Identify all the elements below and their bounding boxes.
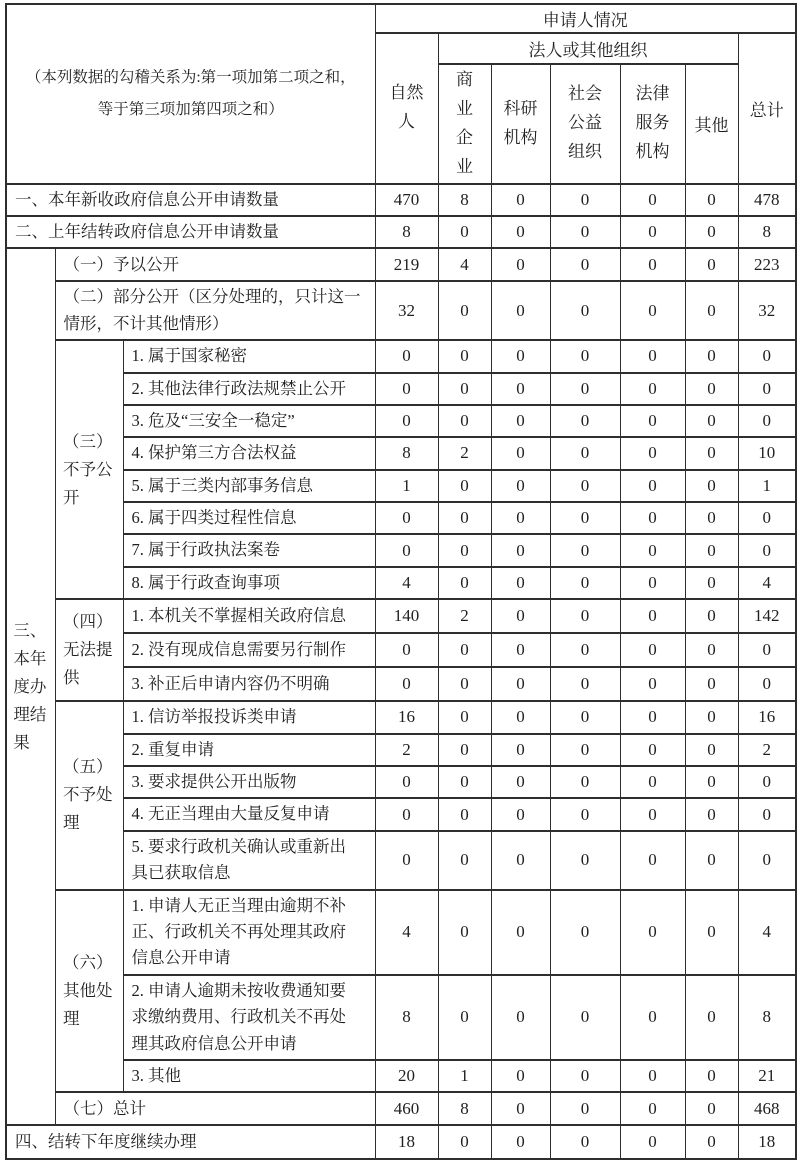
value-cell: 0 (375, 405, 438, 437)
col-header-commercial-enterprise: 商业企业 (438, 64, 491, 184)
value-cell: 0 (620, 470, 685, 502)
value-cell: 0 (550, 734, 620, 766)
col-group-applicant: 申请人情况 (375, 4, 796, 33)
value-cell: 0 (375, 534, 438, 566)
value-cell: 0 (620, 599, 685, 633)
row-label-otherh-1: 1. 申请人无正当理由逾期不补正、行政机关不再处理其政府信息公开申请 (123, 890, 375, 975)
value-cell: 0 (620, 373, 685, 405)
value-cell: 0 (438, 216, 491, 248)
value-cell: 0 (491, 534, 550, 566)
value-cell: 0 (550, 667, 620, 701)
value-cell: 0 (620, 1125, 685, 1159)
value-cell: 0 (620, 975, 685, 1060)
value-cell: 0 (550, 798, 620, 830)
value-cell: 0 (438, 890, 491, 975)
row-label-denied-4: 4. 保护第三方合法权益 (123, 437, 375, 469)
value-cell: 0 (685, 766, 738, 798)
value-cell: 0 (491, 470, 550, 502)
row-label-notproc-3: 3. 要求提供公开出版物 (123, 766, 375, 798)
value-cell: 16 (375, 701, 438, 733)
value-cell: 0 (620, 281, 685, 340)
table-row (6, 766, 796, 798)
col-header-social-org: 社会公益组织 (550, 64, 620, 184)
col-header-total: 总计 (738, 33, 796, 184)
col-header-legal-service: 法律服务机构 (620, 64, 685, 184)
value-cell: 0 (375, 502, 438, 534)
value-cell: 0 (491, 248, 550, 281)
value-cell: 8 (375, 975, 438, 1060)
table-row (6, 184, 796, 216)
value-cell: 0 (491, 798, 550, 830)
value-cell: 0 (491, 373, 550, 405)
value-cell: 2 (738, 734, 796, 766)
value-cell: 0 (550, 890, 620, 975)
table-row (6, 667, 796, 701)
value-cell: 8 (375, 437, 438, 469)
value-cell: 0 (685, 281, 738, 340)
table-row (6, 831, 796, 890)
table-row (6, 248, 796, 281)
table-row (6, 502, 796, 534)
subsection-label-other-handling: （六）其他处理 (55, 890, 123, 1093)
table-row (6, 1125, 796, 1159)
table-row (6, 340, 796, 372)
value-cell: 1 (438, 1060, 491, 1092)
value-cell: 0 (550, 975, 620, 1060)
value-cell: 0 (491, 281, 550, 340)
col-header-research-institution: 科研机构 (491, 64, 550, 184)
value-cell: 0 (738, 766, 796, 798)
row-label-denied-5: 5. 属于三类内部事务信息 (123, 470, 375, 502)
value-cell: 32 (738, 281, 796, 340)
value-cell: 21 (738, 1060, 796, 1092)
value-cell: 0 (685, 1125, 738, 1159)
value-cell: 8 (738, 975, 796, 1060)
row-label-denied-7: 7. 属于行政执法案卷 (123, 534, 375, 566)
value-cell: 470 (375, 184, 438, 216)
value-cell: 0 (685, 890, 738, 975)
value-cell: 0 (438, 373, 491, 405)
value-cell: 0 (620, 184, 685, 216)
value-cell: 0 (438, 831, 491, 890)
value-cell: 0 (491, 1125, 550, 1159)
value-cell: 1 (375, 470, 438, 502)
value-cell: 0 (491, 405, 550, 437)
value-cell: 0 (491, 184, 550, 216)
value-cell: 142 (738, 599, 796, 633)
value-cell: 0 (685, 701, 738, 733)
value-cell: 4 (375, 567, 438, 599)
col-group-legal-org: 法人或其他组织 (438, 33, 738, 64)
value-cell: 0 (375, 766, 438, 798)
row-label-notproc-1: 1. 信访举报投诉类申请 (123, 701, 375, 733)
table-row (6, 470, 796, 502)
table-row (6, 216, 796, 248)
value-cell: 0 (550, 1060, 620, 1092)
value-cell: 0 (685, 633, 738, 667)
value-cell: 8 (438, 184, 491, 216)
value-cell: 0 (491, 766, 550, 798)
value-cell: 0 (620, 405, 685, 437)
value-cell: 0 (620, 831, 685, 890)
value-cell: 0 (438, 1125, 491, 1159)
value-cell: 223 (738, 248, 796, 281)
value-cell: 0 (550, 1125, 620, 1159)
row-label-denied-2: 2. 其他法律行政法规禁止公开 (123, 373, 375, 405)
value-cell: 0 (550, 248, 620, 281)
row-label-granted: （一）予以公开 (55, 248, 375, 281)
value-cell: 0 (438, 567, 491, 599)
value-cell: 0 (685, 373, 738, 405)
value-cell: 0 (438, 798, 491, 830)
value-cell: 0 (685, 831, 738, 890)
value-cell: 2 (438, 437, 491, 469)
value-cell: 0 (491, 831, 550, 890)
value-cell: 0 (438, 281, 491, 340)
value-cell: 0 (620, 701, 685, 733)
value-cell: 0 (491, 701, 550, 733)
value-cell: 468 (738, 1092, 796, 1125)
value-cell: 0 (685, 798, 738, 830)
value-cell: 219 (375, 248, 438, 281)
row-label-new-requests: 一、本年新收政府信息公开申请数量 (6, 184, 375, 216)
table-row (6, 1060, 796, 1092)
table-row (6, 567, 796, 599)
value-cell: 1 (738, 470, 796, 502)
header-row-1 (6, 4, 796, 33)
value-cell: 0 (375, 667, 438, 701)
disclosure-requests-table (5, 3, 797, 1160)
value-cell: 0 (620, 502, 685, 534)
value-cell: 0 (620, 633, 685, 667)
value-cell: 0 (738, 534, 796, 566)
value-cell: 0 (438, 534, 491, 566)
value-cell: 18 (738, 1125, 796, 1159)
value-cell: 0 (738, 373, 796, 405)
table-row (6, 701, 796, 733)
row-label-denied-6: 6. 属于四类过程性信息 (123, 502, 375, 534)
value-cell: 0 (491, 633, 550, 667)
value-cell: 0 (620, 1060, 685, 1092)
value-cell: 0 (375, 831, 438, 890)
row-label-denied-8: 8. 属于行政查询事项 (123, 567, 375, 599)
subsection-label-not-processed: （五）不予处理 (55, 701, 123, 889)
value-cell: 4 (375, 890, 438, 975)
value-cell: 0 (438, 701, 491, 733)
value-cell: 0 (685, 470, 738, 502)
col-header-natural-person: 自然人 (375, 33, 438, 184)
value-cell: 0 (738, 502, 796, 534)
value-cell: 0 (550, 281, 620, 340)
value-cell: 0 (491, 1092, 550, 1125)
row-label-unable-3: 3. 补正后申请内容仍不明确 (123, 667, 375, 701)
value-cell: 0 (738, 633, 796, 667)
value-cell: 18 (375, 1125, 438, 1159)
value-cell: 478 (738, 184, 796, 216)
table-row (6, 534, 796, 566)
value-cell: 0 (685, 534, 738, 566)
value-cell: 0 (550, 1092, 620, 1125)
value-cell: 0 (491, 216, 550, 248)
value-cell: 2 (375, 734, 438, 766)
value-cell: 2 (438, 599, 491, 633)
value-cell: 0 (491, 975, 550, 1060)
value-cell: 0 (620, 216, 685, 248)
value-cell: 32 (375, 281, 438, 340)
row-label-carried-over: 二、上年结转政府信息公开申请数量 (6, 216, 375, 248)
value-cell: 10 (738, 437, 796, 469)
value-cell: 0 (550, 437, 620, 469)
value-cell: 0 (491, 734, 550, 766)
value-cell: 0 (685, 734, 738, 766)
value-cell: 460 (375, 1092, 438, 1125)
value-cell: 0 (685, 502, 738, 534)
row-label-denied-1: 1. 属于国家秘密 (123, 340, 375, 372)
value-cell: 0 (550, 633, 620, 667)
table-row (6, 890, 796, 975)
value-cell: 0 (438, 975, 491, 1060)
value-cell: 0 (685, 248, 738, 281)
table-row (6, 734, 796, 766)
value-cell: 0 (438, 734, 491, 766)
value-cell: 0 (685, 340, 738, 372)
value-cell: 0 (685, 975, 738, 1060)
value-cell: 0 (620, 766, 685, 798)
value-cell: 0 (491, 667, 550, 701)
value-cell: 0 (438, 502, 491, 534)
value-cell: 0 (685, 437, 738, 469)
value-cell: 0 (550, 534, 620, 566)
value-cell: 0 (550, 701, 620, 733)
value-cell: 0 (491, 437, 550, 469)
value-cell: 0 (550, 766, 620, 798)
row-label-unable-1: 1. 本机关不掌握相关政府信息 (123, 599, 375, 633)
value-cell: 0 (620, 667, 685, 701)
table-row (6, 281, 796, 340)
value-cell: 0 (685, 405, 738, 437)
value-cell: 8 (738, 216, 796, 248)
value-cell: 0 (438, 667, 491, 701)
table-row (6, 975, 796, 1060)
value-cell: 0 (620, 1092, 685, 1125)
row-label-partial: （二）部分公开（区分处理的，只计这一情形，不计其他情形） (55, 281, 375, 340)
value-cell: 4 (738, 567, 796, 599)
value-cell: 0 (620, 734, 685, 766)
table-row (6, 599, 796, 633)
table-row (6, 437, 796, 469)
value-cell: 0 (685, 599, 738, 633)
row-label-denied-3: 3. 危及“三安全一稳定” (123, 405, 375, 437)
value-cell: 0 (550, 502, 620, 534)
value-cell: 8 (438, 1092, 491, 1125)
value-cell: 140 (375, 599, 438, 633)
value-cell: 16 (738, 701, 796, 733)
value-cell: 0 (550, 216, 620, 248)
value-cell: 0 (491, 890, 550, 975)
value-cell: 0 (620, 248, 685, 281)
value-cell: 4 (438, 248, 491, 281)
value-cell: 0 (491, 567, 550, 599)
value-cell: 0 (685, 184, 738, 216)
row-label-otherh-3: 3. 其他 (123, 1060, 375, 1092)
value-cell: 0 (438, 766, 491, 798)
value-cell: 0 (620, 798, 685, 830)
section-label-annual-results: 三、本年度办理结果 (6, 248, 55, 1125)
value-cell: 0 (620, 567, 685, 599)
table-row (6, 373, 796, 405)
row-label-notproc-4: 4. 无正当理由大量反复申请 (123, 798, 375, 830)
value-cell: 0 (620, 437, 685, 469)
value-cell: 0 (550, 340, 620, 372)
value-cell: 0 (491, 1060, 550, 1092)
row-label-otherh-2: 2. 申请人逾期未按收费通知要求缴纳费用、行政机关不再处理其政府信息公开申请 (123, 975, 375, 1060)
value-cell: 0 (620, 534, 685, 566)
value-cell: 0 (685, 1060, 738, 1092)
value-cell: 8 (375, 216, 438, 248)
value-cell: 0 (620, 340, 685, 372)
row-label-carry-next-year: 四、结转下年度继续办理 (6, 1125, 375, 1159)
value-cell: 0 (685, 216, 738, 248)
value-cell: 0 (438, 405, 491, 437)
value-cell: 0 (550, 831, 620, 890)
value-cell: 0 (685, 667, 738, 701)
value-cell: 0 (550, 599, 620, 633)
col-header-other: 其他 (685, 64, 738, 184)
value-cell: 0 (685, 1092, 738, 1125)
value-cell: 0 (491, 340, 550, 372)
row-label-notproc-2: 2. 重复申请 (123, 734, 375, 766)
value-cell: 0 (375, 373, 438, 405)
row-label-notproc-5: 5. 要求行政机关确认或重新出具已获取信息 (123, 831, 375, 890)
reconciliation-note: （本列数据的勾稽关系为:第一项加第二项之和，等于第三项加第四项之和） (6, 4, 375, 184)
value-cell: 0 (375, 798, 438, 830)
value-cell: 0 (738, 405, 796, 437)
value-cell: 0 (738, 798, 796, 830)
table-row (6, 1092, 796, 1125)
value-cell: 0 (550, 184, 620, 216)
table-row (6, 798, 796, 830)
value-cell: 0 (550, 405, 620, 437)
value-cell: 0 (685, 567, 738, 599)
value-cell: 0 (491, 599, 550, 633)
value-cell: 4 (738, 890, 796, 975)
value-cell: 0 (438, 340, 491, 372)
subsection-label-denied: （三）不予公开 (55, 340, 123, 599)
value-cell: 0 (738, 831, 796, 890)
value-cell: 0 (491, 502, 550, 534)
value-cell: 0 (375, 633, 438, 667)
table-row (6, 633, 796, 667)
row-label-unable-2: 2. 没有现成信息需要另行制作 (123, 633, 375, 667)
value-cell: 0 (550, 567, 620, 599)
value-cell: 0 (738, 340, 796, 372)
subsection-label-unable: （四）无法提供 (55, 599, 123, 701)
value-cell: 0 (375, 340, 438, 372)
value-cell: 20 (375, 1060, 438, 1092)
table-row (6, 405, 796, 437)
value-cell: 0 (438, 633, 491, 667)
value-cell: 0 (438, 470, 491, 502)
value-cell: 0 (550, 373, 620, 405)
value-cell: 0 (620, 890, 685, 975)
row-label-results-total: （七）总计 (55, 1092, 375, 1125)
value-cell: 0 (738, 667, 796, 701)
value-cell: 0 (550, 470, 620, 502)
